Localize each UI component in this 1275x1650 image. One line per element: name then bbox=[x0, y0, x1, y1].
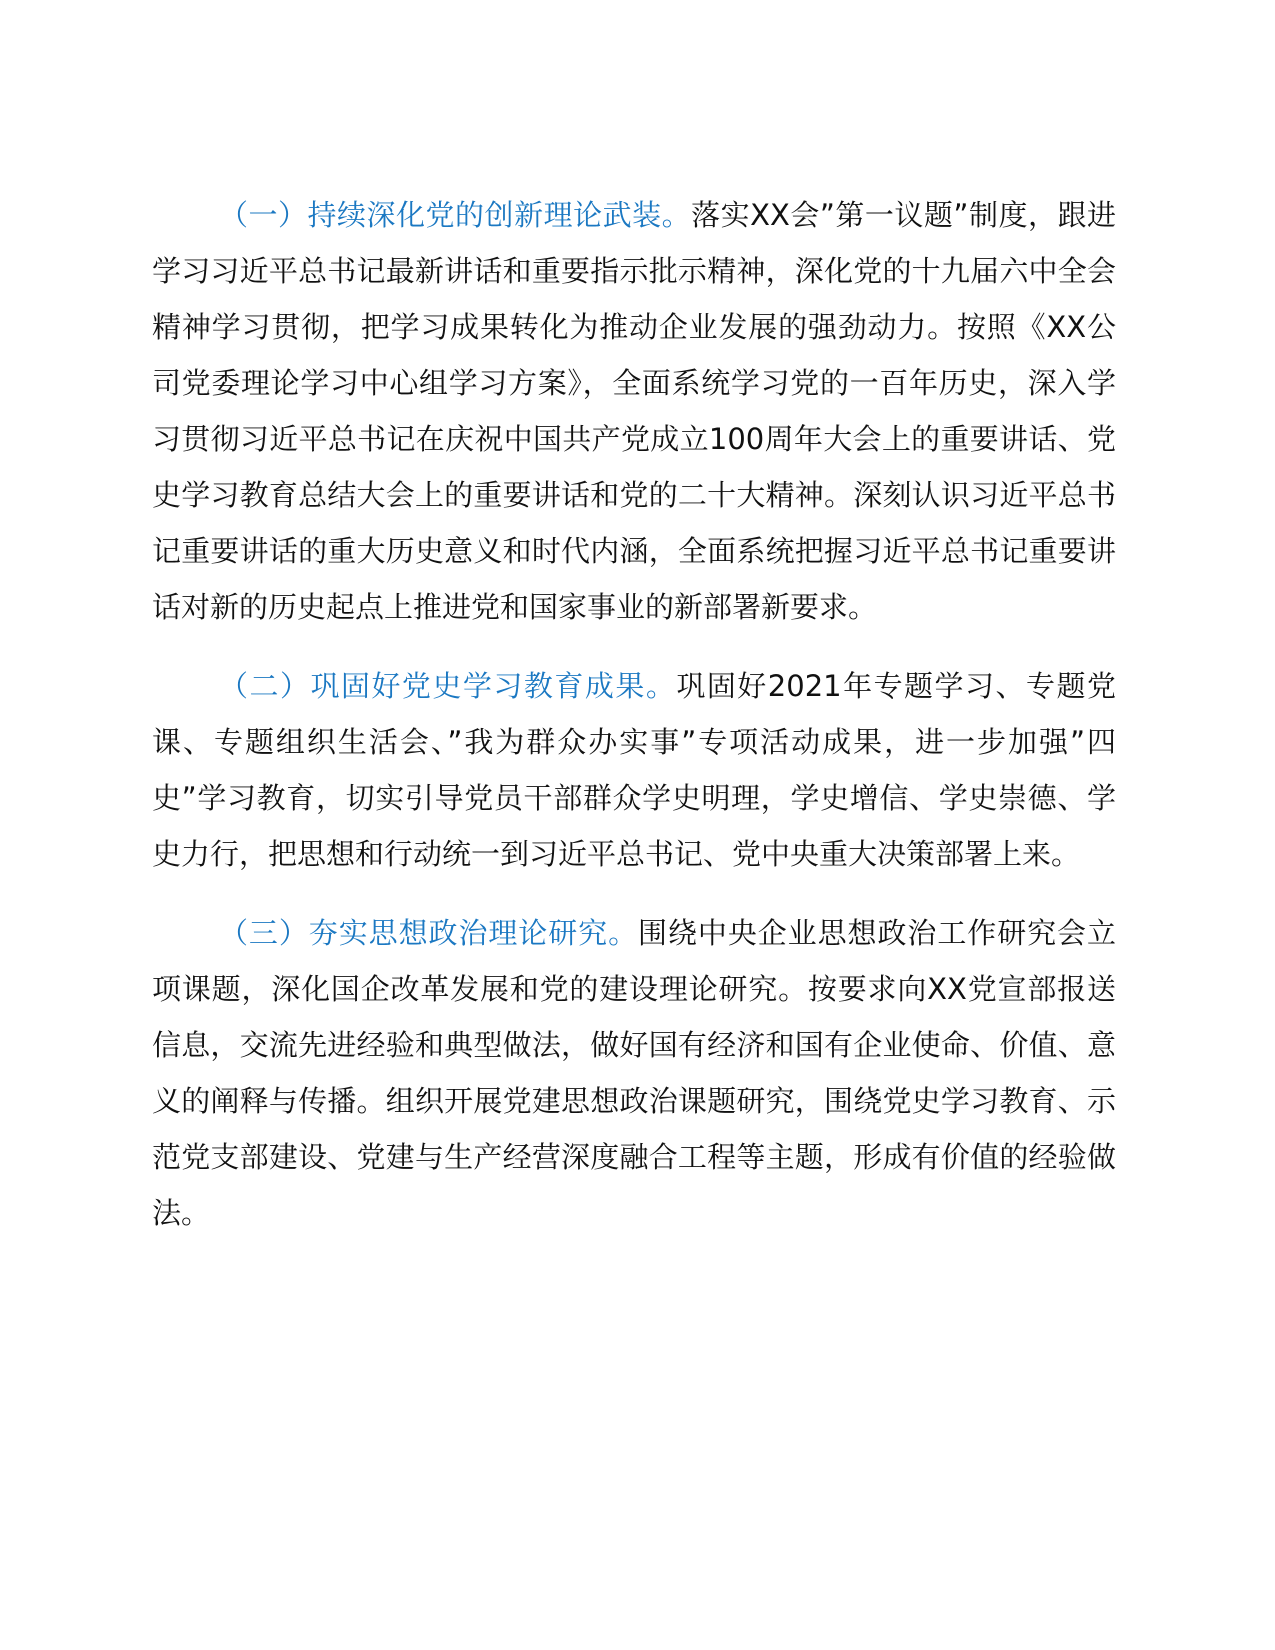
section-paragraph-3 bbox=[152, 905, 1116, 1241]
section-heading-2: （二）巩固好党史学习教育成果。 bbox=[219, 669, 677, 703]
section-body-2: 巩固好2021年专题学习、专题党课、专题组织生活会、”我为群众办实事”专项活动成果，进一步加强”四史”学习教育，切实引导党员干部群众学史明理，学史增信、学史崇德、学史力行，把思想和行动统一到习近平总书记、党中央重大决策部署上来。 bbox=[152, 669, 1116, 871]
section-paragraph-1 bbox=[152, 187, 1116, 635]
section-body-1: 落实XX会”第一议题”制度，跟进学习习近平总书记最新讲话和重要指示批示精神，深化党的十九届六中全会精神学习贯彻，把学习成果转化为推动企业发展的强劲动力。按照《XX公司党委理论学习中心组学习方案》，全面系统学习党的一百年历史，深入学习贯彻习近平总书记在庆祝中国共产党成立100周年大会上的重要讲话、党史学习教育总结大会上的重要讲话和党的二十大精神。深刻认识习近平总书记重要讲话的重大历史意义和时代内涵，全面系统把握习近平总书记重要讲话对新的历史起点上推进党和国家事业的新部署新要求。 bbox=[152, 198, 1116, 624]
section-paragraph-2 bbox=[152, 658, 1116, 882]
section-body-3: 围绕中央企业思想政治工作研究会立项课题，深化国企改革发展和党的建设理论研究。按要求向XX党宣部报送信息，交流先进经验和典型做法，做好国有经济和国有企业使命、价值、意义的阐释与传播。组织开展党建思想政治课题研究，围绕党史学习教育、示范党支部建设、党建与生产经营深度融合工程等主题，形成有价值的经验做法。 bbox=[152, 916, 1116, 1230]
section-heading-3: （三）夯实思想政治理论研究。 bbox=[219, 916, 639, 950]
document-body bbox=[152, 187, 1116, 1241]
section-heading-1: （一）持续深化党的创新理论武装。 bbox=[219, 198, 692, 232]
